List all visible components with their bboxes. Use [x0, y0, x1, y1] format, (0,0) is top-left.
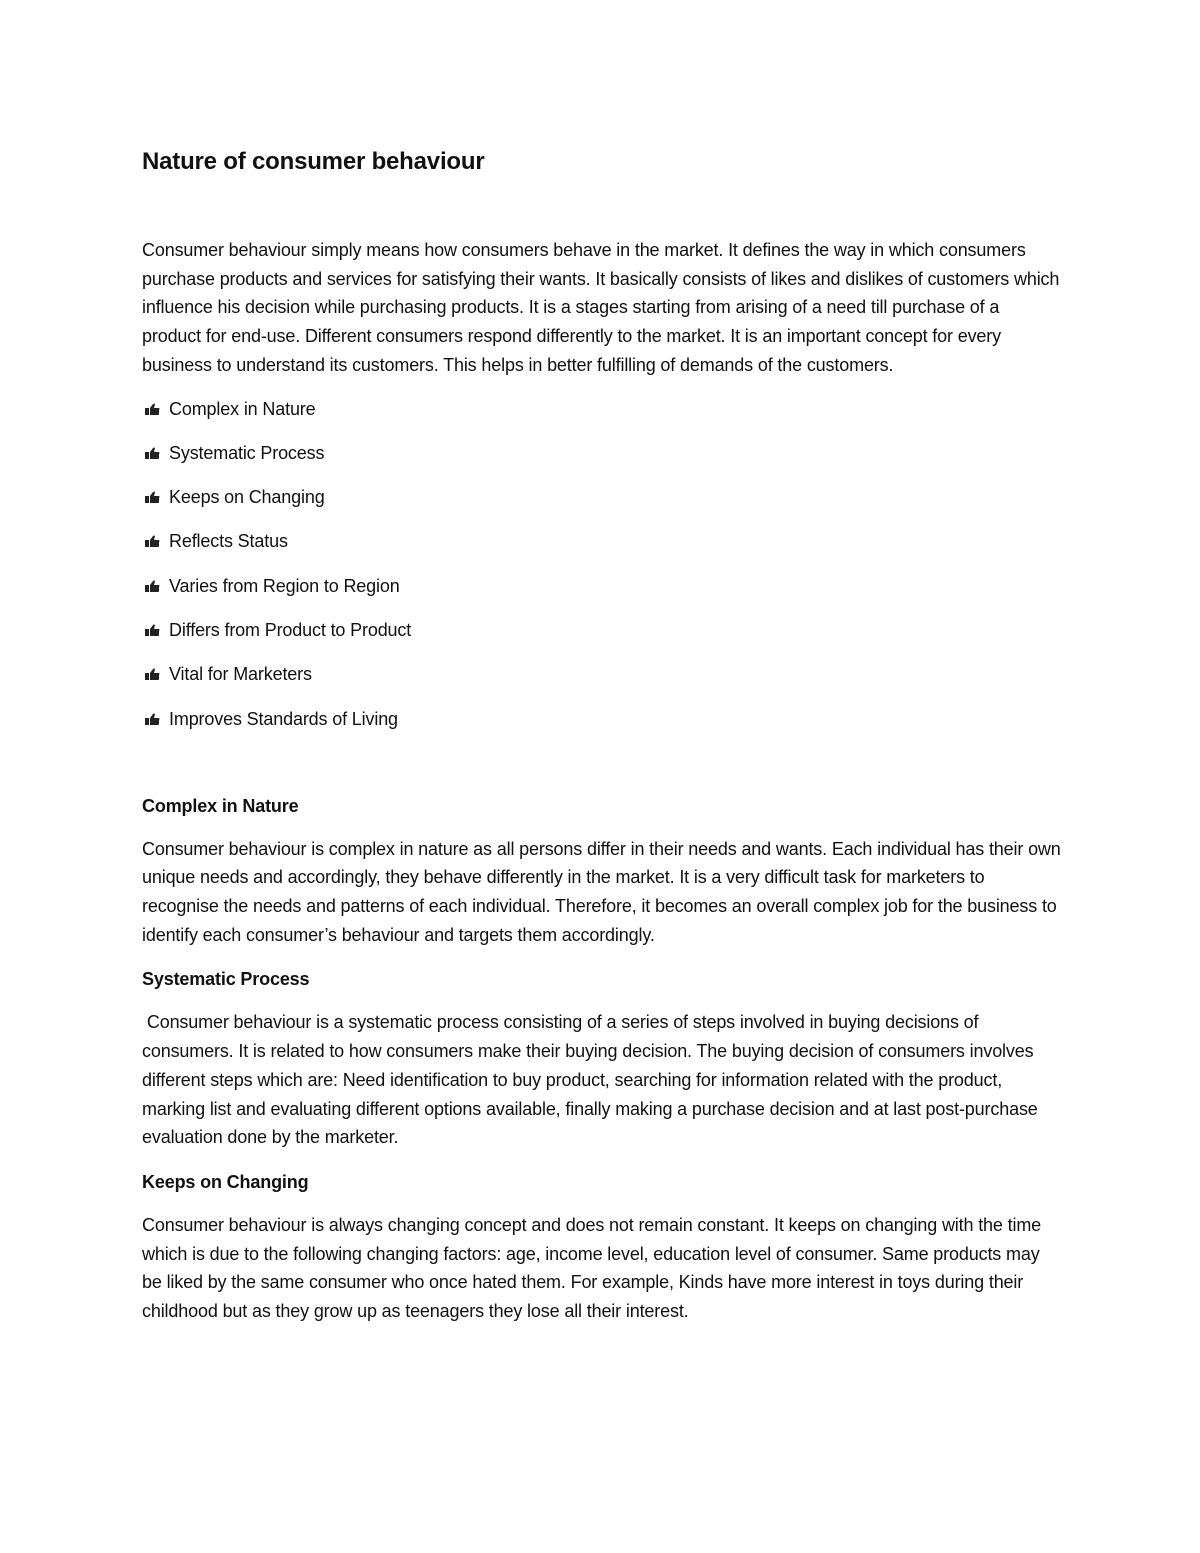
list-item-label: Keeps on Changing: [169, 487, 325, 508]
feature-list: [142, 395, 1062, 733]
list-item: [142, 395, 1062, 423]
list-item-label: Systematic Process: [169, 442, 325, 463]
pointing-hand-icon: [144, 579, 160, 593]
pointing-hand-icon: [144, 623, 160, 637]
list-item: [142, 572, 1062, 600]
list-item: [142, 439, 1062, 467]
document-title: Nature of consumer behaviour: [142, 148, 485, 175]
list-item-label: Differs from Product to Product: [169, 620, 412, 640]
pointing-hand-icon: [144, 712, 160, 726]
intro-paragraph: Consumer behaviour simply means how consumers behave in the market. It defines the way in which consumers purchase products and services for satisfying their wants. It basically consists of likes and dislikes of customers which influence his decision while purchasing products. It is a stages starting from arising of a need till purchase of a product for end-use. Different consumers respond differently to the market. It is an important concept for every business to understand its customers. This helps in better fulfilling of demands of the customers.: [142, 240, 1060, 375]
list-item-label: Vital for Marketers: [169, 664, 312, 685]
pointing-hand-icon: [144, 402, 160, 416]
list-item-label: Reflects Status: [169, 531, 288, 552]
pointing-hand-icon: [144, 667, 160, 681]
list-item-label: Improves Standards of Living: [169, 708, 398, 729]
list-item: [142, 660, 1062, 688]
pointing-hand-icon: [144, 446, 160, 460]
pointing-hand-icon: [144, 490, 160, 504]
list-item-label: Varies from Region to Region: [169, 575, 400, 596]
section-heading-systematic-process: Systematic Process: [142, 969, 310, 990]
section-heading-keeps-on-changing: Keeps on Changing: [142, 1171, 309, 1192]
list-item: [142, 616, 1062, 644]
section-paragraph-keeps-on-changing: Consumer behaviour is always changing concept and does not remain constant. It keeps on changing with the time which is due to the following changing factors: age, income level, education level of consumer. Same products may be liked by the same consumer who once hated them. For example, Kinds have more interest in toys during their childhood but as they grow up as teenagers they lose all their interest.: [142, 1214, 1042, 1322]
list-item-label: Complex in Nature: [169, 398, 316, 419]
document-page: [142, 138, 1062, 1326]
pointing-hand-icon: [144, 534, 160, 548]
list-item: [142, 483, 1062, 511]
list-item: [142, 705, 1062, 733]
section-paragraph-complex-in-nature: Consumer behaviour is complex in nature as all persons differ in their needs and wants. Each individual has their own unique needs and accordingly, they behave differently in the market. It is a very difficult task for marketers to recognise the needs and patterns of each individual. Therefore, it becomes an overall complex job for the business to identify each consumer’s behaviour and targets them accordingly.: [142, 838, 1061, 945]
section-paragraph-systematic-process: Consumer behaviour is a systematic process consisting of a series of steps involved in buying decisions of consumers. It is related to how consumers make their buying decision. The buying decision of consumers involves different steps which are: Need identification to buy product, searching for information related with the product, marking list and evaluating different options available, finally making a purchase decision and at last post-purchase evaluation done by the marketer.: [142, 1012, 1043, 1148]
section-heading-complex-in-nature: Complex in Nature: [142, 795, 299, 816]
list-item: [142, 527, 1062, 555]
